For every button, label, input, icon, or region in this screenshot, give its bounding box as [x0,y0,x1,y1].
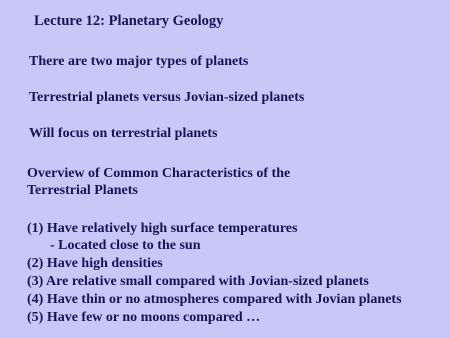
overview-heading-line2: Terrestrial Planets [27,183,138,198]
list-item-few-moons: (5) Have few or no moons compared … [27,310,261,325]
list-item-small-size: (3) Are relative small compared with Jovian-sized planets [27,274,369,289]
point-two-types: There are two major types of planets [29,54,249,69]
list-item-high-density: (2) Have high densities [27,256,163,271]
overview-heading-line1: Overview of Common Characteristics of the [27,166,291,181]
slide-title: Lecture 12: Planetary Geology [34,13,224,29]
point-terrestrial-vs-jovian: Terrestrial planets versus Jovian-sized planets [29,90,305,105]
point-focus-terrestrial: Will focus on terrestrial planets [29,126,218,141]
list-subitem-close-to-sun: - Located close to the sun [50,238,201,253]
list-item-high-temperature: (1) Have relatively high surface temperatures [27,221,298,236]
list-item-thin-atmosphere: (4) Have thin or no atmospheres compared with Jovian planets [27,292,402,307]
